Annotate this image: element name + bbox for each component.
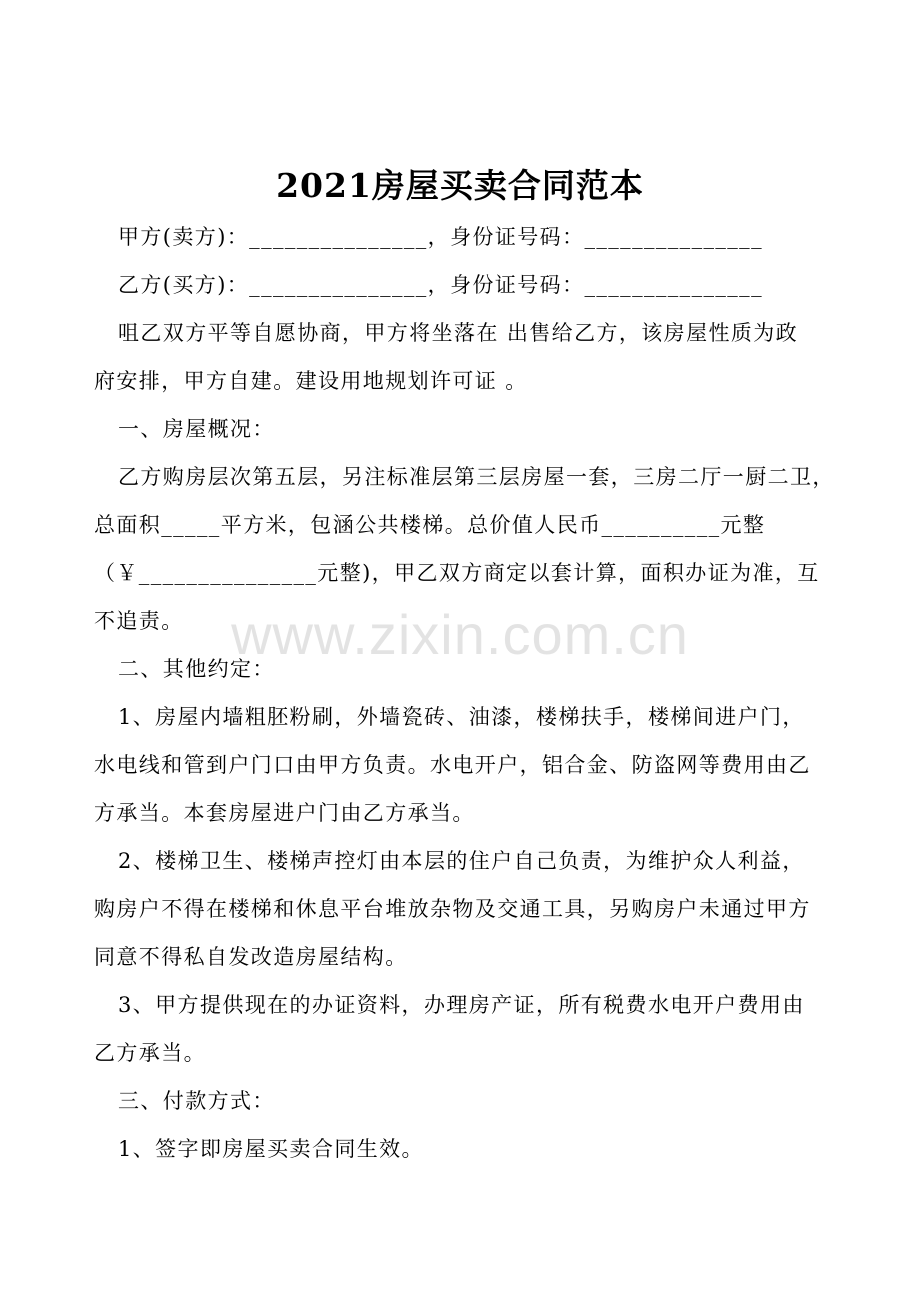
party-b-line: 乙方(买方)：_______________，身份证号码：_______________ — [118, 273, 763, 297]
term-item-2-line: 2、楼梯卫生、楼梯声控灯由本层的住户自己负责，为维护众人利益， — [118, 849, 805, 873]
term-item-3-line: 3、甲方提供现在的办证资料，办理房产证，所有税费水电开户费用由 — [118, 993, 805, 1017]
watermark: www.zixin.com.cn — [231, 603, 689, 666]
term-item-1-line: 方承当。本套房屋进户门由乙方承当。 — [94, 801, 475, 825]
intro-paragraph-line: 府安排，甲方自建。建设用地规划许可证 。 — [94, 369, 528, 393]
overview-paragraph-line: （￥_______________元整)，甲乙双方商定以套计算，面积办证为准，互 — [94, 561, 820, 585]
section-heading-overview: 一、房屋概况： — [118, 417, 275, 441]
overview-paragraph-line: 乙方购房层次第五层，另注标准层第三层房屋一套，三房二厅一厨二卫， — [118, 465, 835, 489]
section-heading-payment: 三、付款方式： — [118, 1089, 275, 1113]
section-heading-other-terms: 二、其他约定： — [118, 657, 275, 681]
overview-paragraph-line: 总面积_____平方米，包涵公共楼梯。总价值人民币__________元整 — [94, 513, 766, 537]
intro-paragraph-line: 咀乙双方平等自愿协商，甲方将坐落在 出售给乙方，该房屋性质为政 — [118, 321, 799, 345]
party-a-line: 甲方(卖方)：_______________，身份证号码：_______________ — [118, 225, 763, 249]
payment-item-1: 1、签字即房屋买卖合同生效。 — [118, 1137, 424, 1161]
term-item-3-line: 乙方承当。 — [94, 1041, 206, 1065]
overview-paragraph-line: 不追责。 — [94, 609, 184, 633]
term-item-2-line: 同意不得私自发改造房屋结构。 — [94, 945, 408, 969]
term-item-1-line: 1、房屋内墙粗胚粉刷，外墙瓷砖、油漆，楼梯扶手，楼梯间进户门， — [118, 705, 805, 729]
term-item-1-line: 水电线和管到户门口由甲方负责。水电开户，铝合金、防盗网等费用由乙 — [94, 753, 811, 777]
document-title: 2021房屋买卖合同范本 — [276, 166, 644, 205]
term-item-2-line: 购房户不得在楼梯和休息平台堆放杂物及交通工具，另购房户未通过甲方 — [94, 897, 811, 921]
